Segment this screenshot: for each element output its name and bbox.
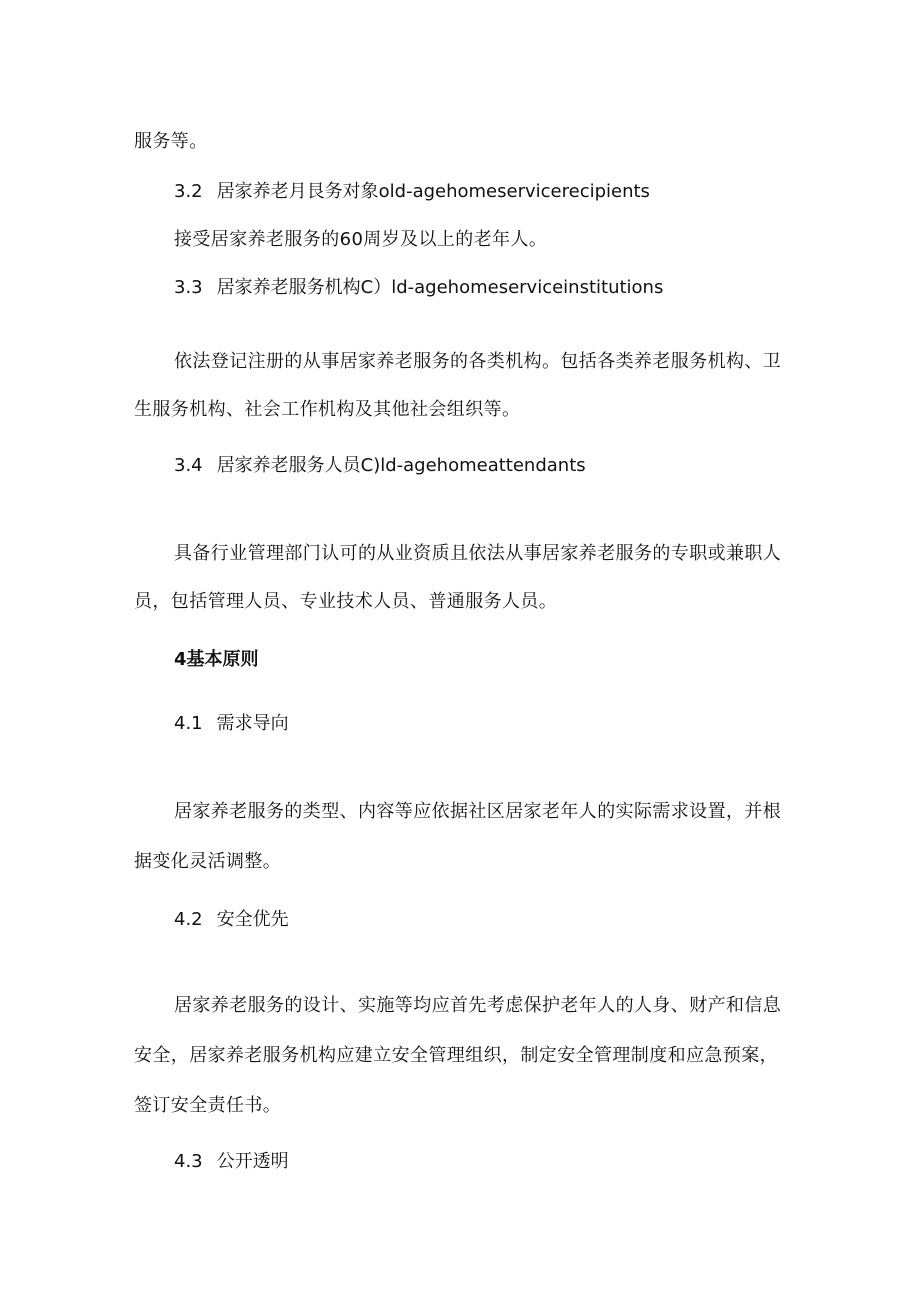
section-title: 公开透明 bbox=[216, 1151, 289, 1172]
section-4-2-body-line: 安全，居家养老服务机构应建立安全管理组织，制定安全管理制度和应急预案， bbox=[134, 1045, 778, 1066]
section-title: 安全优先 bbox=[216, 909, 289, 930]
section-4-1-body-line: 居家养老服务的类型、内容等应依据社区居家老年人的实际需求设置，并根 bbox=[174, 801, 782, 822]
section-title: 基本原则 bbox=[186, 649, 259, 670]
section-4-1-heading bbox=[174, 712, 289, 736]
section-title: 居家养老服务机构C）ld-agehomeserviceinstitutions bbox=[216, 277, 664, 298]
section-number: 3.3 bbox=[174, 277, 203, 298]
section-title: 需求导向 bbox=[216, 713, 289, 734]
section-3-3-body-line: 生服务机构、社会工作机构及其他社会组织等。 bbox=[134, 399, 521, 420]
section-3-4-heading bbox=[174, 454, 586, 478]
section-4-2-heading bbox=[174, 908, 289, 932]
section-title: 居家养老服务人员C)ld-agehomeattendants bbox=[216, 455, 586, 476]
section-3-2-body: 接受居家养老服务的60周岁及以上的老年人。 bbox=[174, 229, 548, 250]
section-title: 居家养老月艮务对象old-agehomeservicerecipients bbox=[216, 181, 650, 202]
section-4-2-body-line: 签订安全责任书。 bbox=[134, 1095, 282, 1116]
section-number: 4 bbox=[174, 649, 187, 670]
section-3-3-body-line: 依法登记注册的从事居家养老服务的各类机构。包括各类养老服务机构、卫 bbox=[174, 351, 782, 372]
section-4-3-heading bbox=[174, 1150, 289, 1174]
section-4-2-body-line: 居家养老服务的设计、实施等均应首先考虑保护老年人的人身、财产和信息 bbox=[174, 995, 782, 1016]
section-3-3-heading bbox=[174, 276, 663, 300]
section-number: 4.1 bbox=[174, 713, 203, 734]
section-4-heading bbox=[174, 648, 259, 672]
section-number: 4.3 bbox=[174, 1151, 203, 1172]
section-4-1-body-line: 据变化灵活调整。 bbox=[134, 851, 282, 872]
section-3-4-body-line: 具备行业管理部门认可的从业资质且依法从事居家养老服务的专职或兼职人 bbox=[174, 543, 782, 564]
continuation-text: 服务等。 bbox=[134, 131, 208, 152]
section-number: 3.2 bbox=[174, 181, 203, 202]
section-number: 4.2 bbox=[174, 909, 203, 930]
section-3-2-heading bbox=[174, 180, 650, 204]
section-number: 3.4 bbox=[174, 455, 203, 476]
section-3-4-body-line: 员，包括管理人员、专业技术人员、普通服务人员。 bbox=[134, 591, 558, 612]
